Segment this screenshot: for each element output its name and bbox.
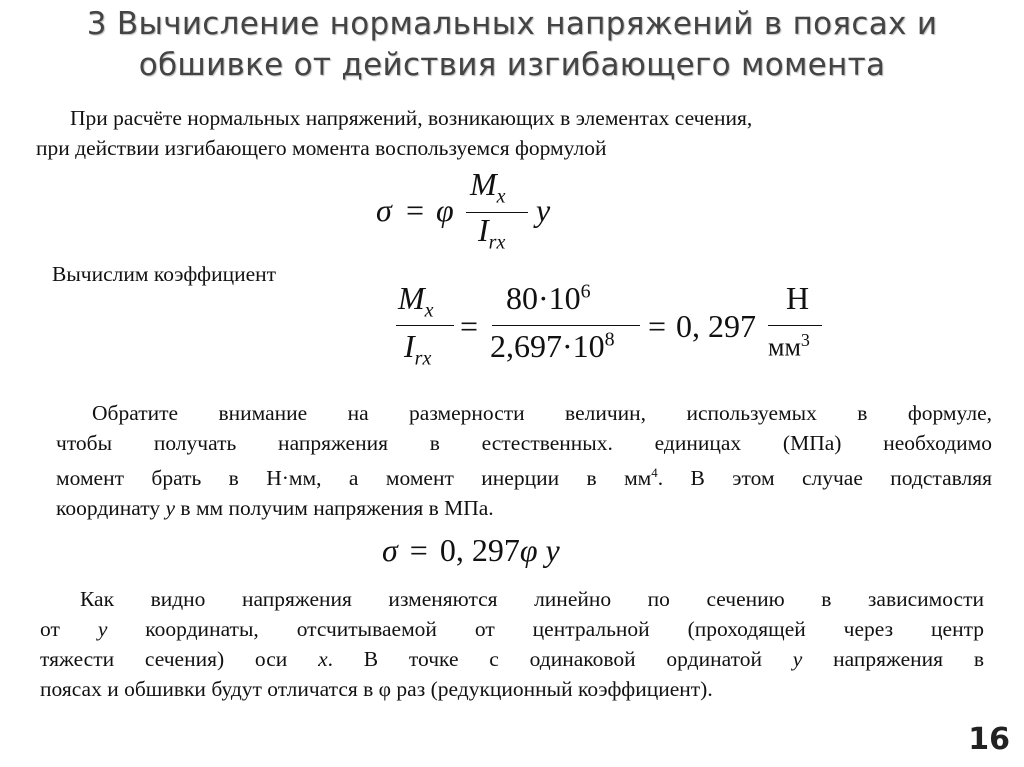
formula3-y: y: [545, 532, 560, 568]
formula2-unit-fraction: [768, 280, 834, 380]
note-line-2: чтобы получать напряжения в естественных. единицах (МПа) необходимо: [56, 431, 992, 455]
formula2-equals-1: =: [460, 308, 479, 344]
note-line-3-sup: 4: [651, 466, 658, 480]
formula2-unit-bar: [768, 325, 822, 326]
formula2-den-I: I: [404, 328, 415, 364]
formula2-unit-denominator: [768, 330, 810, 363]
formula2-value-fraction: [490, 280, 642, 380]
formula1-num-M: M: [470, 166, 497, 202]
intro-line-2: при действии изгибающего момента воспользуемся формулой: [36, 136, 607, 160]
conclusion-line-3: [40, 644, 984, 674]
formula-stress: [376, 166, 576, 258]
conclusion-line-2: [40, 614, 984, 644]
formula2-equals-2: =: [648, 308, 667, 344]
formula2-num-sub: x: [424, 299, 434, 322]
conclusion-line-3-c: напряжения в: [802, 647, 984, 671]
formula-stress-result: [382, 532, 622, 576]
formula2-den-val: 2,697·10: [490, 328, 605, 364]
formula1-numerator: [470, 166, 506, 208]
formula2-lhs-numerator: [398, 280, 434, 322]
conclusion-line-3-x: x: [318, 647, 328, 671]
formula2-num-M: M: [398, 280, 425, 316]
formula2-den-exp: 8: [604, 328, 615, 351]
formula1-den-sub: rx: [488, 231, 506, 254]
note-line-3-a: момент брать в Н·мм, а момент инерции в мм: [56, 466, 652, 491]
conclusion-paragraph: [40, 584, 984, 704]
conclusion-line-2-b: координаты, отсчитываемой от центральной (проходящей через центр: [107, 617, 984, 641]
note-line-3-b: . В этом случае подставляя: [657, 466, 992, 491]
formula1-fraction: [464, 166, 530, 258]
formula2-value-denominator: [490, 328, 615, 365]
formula2-lhs-bar: [396, 325, 454, 326]
units-note-paragraph: [56, 398, 992, 523]
slide-title: [0, 4, 1024, 86]
formula2-unit-numerator: Н: [786, 280, 810, 316]
note-line-3: [56, 458, 992, 493]
formula1-phi: φ: [436, 192, 454, 228]
formula2-unit-den: мм: [768, 332, 801, 362]
conclusion-line-3-y: y: [792, 647, 803, 671]
formula3-sigma: σ: [382, 532, 398, 568]
intro-paragraph: [36, 103, 986, 163]
formula2-lhs-denominator: [404, 328, 431, 370]
slide-title-line-2: обшивке от действия изгибающего момента: [138, 47, 886, 83]
formula1-num-sub: x: [496, 185, 506, 208]
formula1-denominator: [478, 212, 505, 254]
formula2-result: 0, 297: [676, 308, 756, 344]
formula3-value: 0, 297: [439, 532, 520, 568]
formula-coefficient: [396, 280, 836, 380]
conclusion-line-4: поясах и обшивки будут отличатся в φ раз (редукционный коэффициент).: [40, 677, 713, 701]
conclusion-line-2-y: y: [97, 617, 108, 641]
slide-title-line-1: 3 Вычисление нормальных напряжений в поясах и: [86, 6, 938, 42]
formula2-num-exp: 6: [580, 280, 591, 303]
formula3-equals: =: [409, 532, 428, 568]
formula3-phi: φ: [519, 532, 538, 568]
coefficient-label: Вычислим коэффициент: [52, 262, 277, 286]
formula1-y: y: [536, 192, 551, 228]
formula2-value-numerator: [506, 280, 591, 317]
note-line-4: [56, 493, 992, 523]
conclusion-line-2-a: от: [40, 617, 98, 641]
formula2-num-val: 80·10: [506, 280, 581, 316]
formula2-value-bar: [492, 325, 640, 326]
conclusion-line-1: Как видно напряжения изменяются линейно по сечению в зависимости: [80, 587, 984, 611]
note-line-4-a: координату: [56, 496, 166, 521]
formula1-sigma: σ: [376, 192, 392, 228]
formula2-unit-exp: 3: [800, 330, 810, 350]
note-line-1: Обратите внимание на размерности величин, используемых в формуле,: [92, 401, 992, 425]
conclusion-line-3-b: . В точке с одинаковой ординатой: [327, 647, 793, 671]
page-number: 16: [968, 722, 1010, 757]
intro-line-1: При расчёте нормальных напряжений, возникающих в элементах сечения,: [70, 106, 753, 130]
formula2-lhs-fraction: [396, 280, 454, 380]
formula1-equals: =: [406, 192, 425, 228]
note-line-4-y: y: [165, 496, 176, 521]
formula2-den-sub: rx: [414, 347, 432, 370]
formula1-den-I: I: [478, 212, 489, 248]
conclusion-line-3-a: тяжести сечения) оси: [40, 647, 319, 671]
note-line-4-b: в мм получим напряжения в МПа.: [175, 496, 494, 521]
